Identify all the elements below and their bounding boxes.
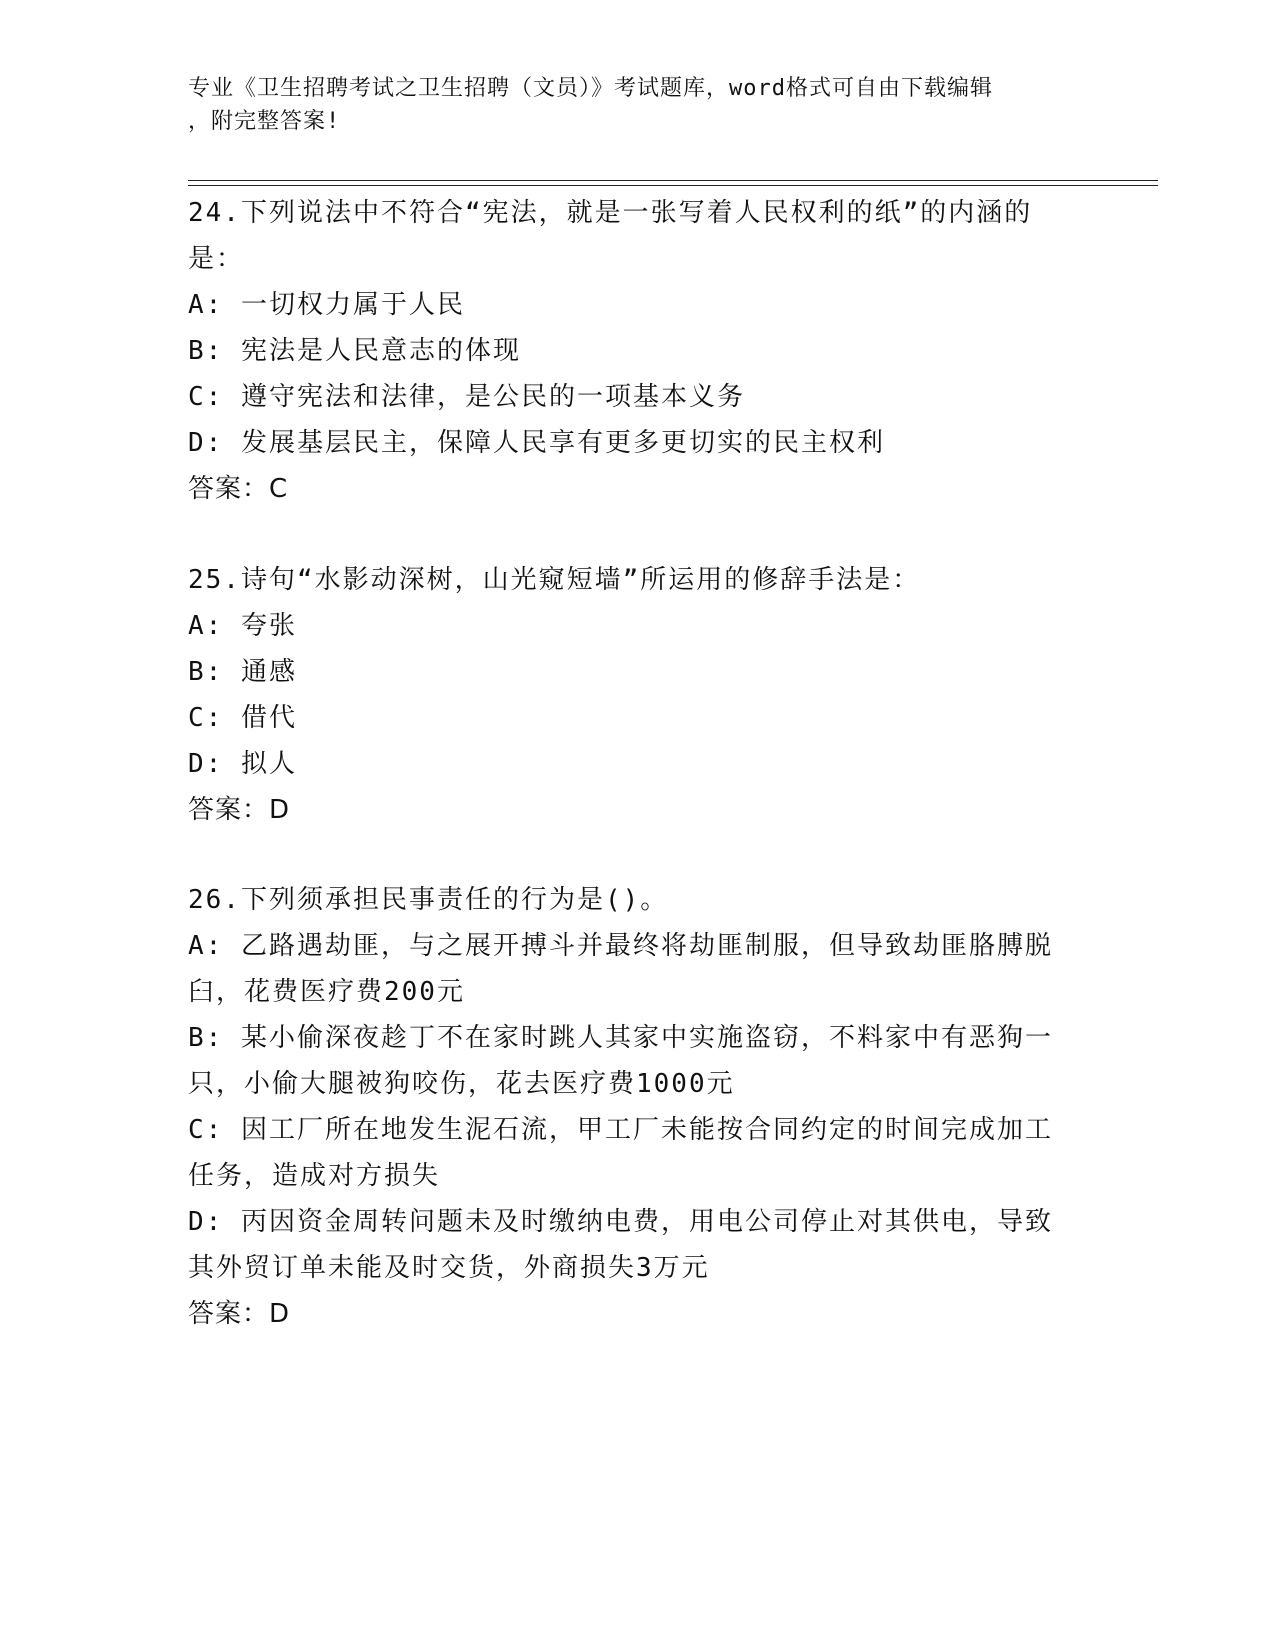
question-stem: 25.诗句“水影动深树，山光窥短墙”所运用的修辞手法是：	[188, 565, 921, 595]
option-b: B: 宪法是人民意志的体现	[188, 336, 521, 366]
answer-label: 答案：D	[188, 1299, 291, 1329]
option-a: A: 夸张	[188, 611, 297, 641]
document-header	[188, 72, 1068, 138]
option-c: C: 借代	[188, 703, 297, 733]
option-a: A: 乙路遇劫匪，与之展开搏斗并最终将劫匪制服，但导致劫匪胳膊脱臼，花费医疗费200元	[188, 931, 1053, 1007]
answer-label: 答案：C	[188, 474, 289, 504]
option-d: D: 发展基层民主，保障人民享有更多更切实的民主权利	[188, 428, 885, 458]
option-d: D: 拟人	[188, 749, 297, 779]
question-stem: 24.下列说法中不符合“宪法，就是一张写着人民权利的纸”的内涵的是：	[188, 198, 1033, 274]
header-divider-top	[188, 180, 1158, 181]
question-24	[188, 190, 1068, 512]
option-c: C: 遵守宪法和法律，是公民的一项基本义务	[188, 382, 745, 412]
option-b: B: 通感	[188, 657, 297, 687]
question-26	[188, 877, 1068, 1337]
header-line-1: 专业《卫生招聘考试之卫生招聘（文员）》考试题库，word格式可自由下载编辑	[188, 76, 993, 101]
option-a: A: 一切权力属于人民	[188, 290, 465, 320]
option-b: B: 某小偷深夜趁丁不在家时跳人其家中实施盗窃，不料家中有恶狗一只，小偷大腿被狗咬伤，花去医疗费1000元	[188, 1023, 1053, 1099]
option-d: D: 丙因资金周转问题未及时缴纳电费，用电公司停止对其供电，导致其外贸订单未能及时交货，外商损失3万元	[188, 1207, 1053, 1283]
option-c: C: 因工厂所在地发生泥石流，甲工厂未能按合同约定的时间完成加工任务，造成对方损失	[188, 1115, 1053, 1191]
answer-label: 答案：D	[188, 795, 291, 825]
question-25	[188, 557, 1068, 833]
question-stem: 26.下列须承担民事责任的行为是()。	[188, 885, 669, 915]
header-line-2: ，附完整答案!	[188, 109, 341, 134]
header-divider-bottom	[188, 185, 1158, 186]
